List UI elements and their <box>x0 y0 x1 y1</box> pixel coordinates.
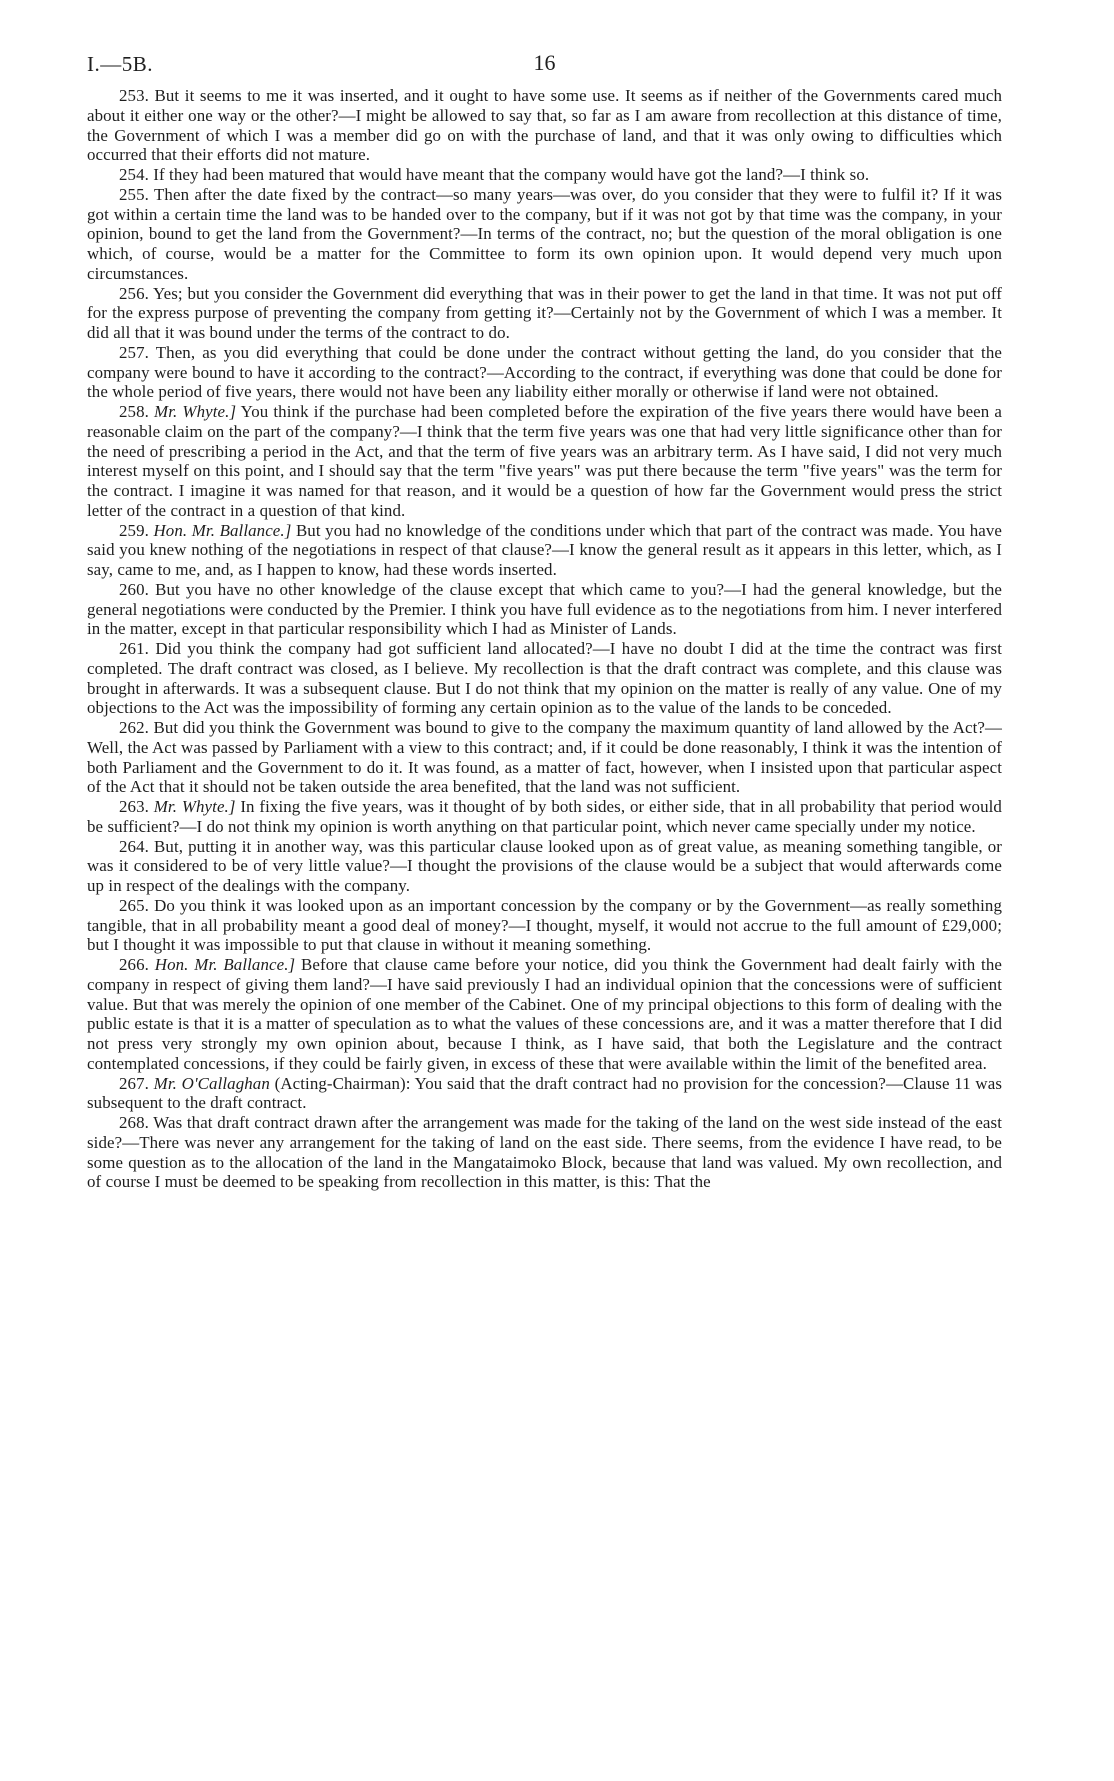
evidence-paragraph: 257. Then, as you did everything that could be done under the contract without getting the land, do you consider that the company were bound to have it according to the contract?—According to the contract, if everything was done that could be done for the whole period of five years, there would not have been any liability either morally or otherwise if land were not obtained. <box>87 342 1002 402</box>
evidence-paragraph: 256. Yes; but you consider the Government did everything that was in their power to get the land in that time. It was not put off for the express purpose of preventing the company from getting it?—Certainly not by the Government of which I was a member. It did all that it was bound under the terms of the contract to do. <box>87 283 1002 342</box>
speaker-name: Mr. Whyte.] <box>153 797 236 816</box>
speaker-name: Hon. Mr. Ballance.] <box>154 955 296 974</box>
evidence-text <box>87 86 1002 1192</box>
evidence-paragraph: 254. If they had been matured that would have meant that the company would have got the land?—I think so. <box>119 165 870 184</box>
speaker-name: Mr. Whyte.] <box>154 402 237 421</box>
speaker-name: Hon. Mr. Ballance.] <box>153 520 292 540</box>
evidence-paragraph: 255. Then after the date fixed by the contract—so many years—was over, do you consider that they were to fulfil it? If it was got within a certain time the land was to be handed over to the company, but if it was not got by that time was the company, in your opinion, bound to get the land from the Government?—In terms of the contract, no; but the question of the moral obligation is one which, of course, would be a matter for the Committee to form its own opinion upon. It would depend very much upon circumstances. <box>87 184 1002 283</box>
evidence-paragraph: 266. Hon. Mr. Ballance.] Before that clause came before your notice, did you think the Government had dealt fairly with the company in respect of giving them land?—I have said previously I had an individual opinion that the concessions were of sufficient value. But that was merely the opinion of one member of the Cabinet. One of my principal objections to this form of dealing with the public estate is that it is a matter of speculation as to what the values of these concessions are, and it was a matter therefore that I did not press very strongly my own opinion about, because I think, as I have said, that both the Legislature and the contract contemplated concessions, if they could be fairly given, in excess of these that were available within the limit of the benefited area. <box>87 955 1002 1073</box>
evidence-paragraph: 261. Did you think the company had got sufficient land allocated?—I have no doubt I did at the time the contract was first completed. The draft contract was closed, as I believe. My recollection is that the draft contract was complete, and this clause was brought in afterwards. It was a subsequent clause. But I do not think that my opinion on the matter is really of any value. One of my objections to the Act was the impossibility of forming any certain opinion as to the value of the lands to be conceded. <box>87 639 1002 718</box>
speaker-name: Mr. O'Callaghan <box>153 1073 270 1093</box>
page-number: 16 <box>533 50 556 75</box>
evidence-paragraph: 263. Mr. Whyte.] In fixing the five years, was it thought of by both sides, or either side, that in all probability that period would be sufficient?—I do not think my opinion is worth anything on that particular point, which never came specially under my notice. <box>87 797 1002 836</box>
evidence-paragraph: 258. Mr. Whyte.] You think if the purchase had been completed before the expiration of the five years there would have been a reasonable claim on the part of the company?—I think that the term five years was one that had very little significance other than for the need of prescribing a period in the Act, and that the term of five years was an arbitrary term. As I have said, I did not very much interest myself on this point, and I should say that the term "five years" was put there because the term "five years" was the term for the contract. I imagine it was named for that reason, and it would be a question of how far the Government would press the strict letter of the contract in a question of that kind. <box>87 402 1002 520</box>
evidence-paragraph: 253. But it seems to me it was inserted, and it ought to have some use. It seems as if neither of the Governments cared much about it either one way or the other?—I might be allowed to say that, so far as I am aware from recollection at this distance of time, the Government of which I was a member did go on with the purchase of land, and that it was only owing to difficulties which occurred that their efforts did not mature. <box>87 86 1002 165</box>
evidence-paragraph: 260. But you have no other knowledge of the clause except that which came to you?—I had the general knowledge, but the general negotiations were conducted by the Premier. I think you have full evidence as to the negotiations from him. I never interfered in the matter, except in that particular responsibility which I had as Minister of Lands. <box>87 579 1002 639</box>
evidence-paragraph: 267. Mr. O'Callaghan (Acting-Chairman): You said that the draft contract had no provision for the concession?—Clause 11 was subsequent to the draft contract. <box>87 1073 1003 1113</box>
evidence-paragraph: 265. Do you think it was looked upon as an important concession by the company or by the Government—as really something tangible, that in all probability meant a good deal of money?—I thought, myself, it would not accrue to the full amount of £29,000; but I thought it was impossible to put that clause in without it meaning something. <box>87 895 1002 955</box>
evidence-paragraph: 262. But did you think the Government was bound to give to the company the maximum quantity of land allowed by the Act?—Well, the Act was passed by Parliament with a view to this contract; and, if it could be done reasonably, I think it was the intention of both Parliament and the Government to do it. It was found, as a matter of fact, however, when I insisted upon that particular aspect of the Act that it should not be taken outside the area benefited, that the land was not sufficient. <box>87 718 1002 797</box>
evidence-paragraph: 259. Hon. Mr. Ballance.] But you had no knowledge of the conditions under which that part of the contract was made. You have said you knew nothing of the negotiations in respect of that clause?—I know the general result as it appears in this letter, which, as I say, came to me, and, as I happen to know, had these words inserted. <box>87 520 1002 579</box>
evidence-paragraph: 268. Was that draft contract drawn after the arrangement was made for the taking of the land on the west side instead of the east side?—There was never any arrangement for the taking of land on the east side. There seems, from the evidence I have read, to be some question as to the allocation of the land in the Mangataimoko Block, because that land was valued. My own recollection, and of course I must be deemed to be speaking from recollection in this matter, is this: That the <box>87 1113 1002 1192</box>
page-header <box>87 40 1002 86</box>
document-reference: I.—5B. <box>87 52 153 76</box>
evidence-paragraph: 264. But, putting it in another way, was this particular clause looked upon as of great value, as meaning something tangible, or was it considered to be of very little value?—I thought the provisions of the clause would be a subject that would afterwards come up in respect of the dealings with the company. <box>87 836 1002 895</box>
